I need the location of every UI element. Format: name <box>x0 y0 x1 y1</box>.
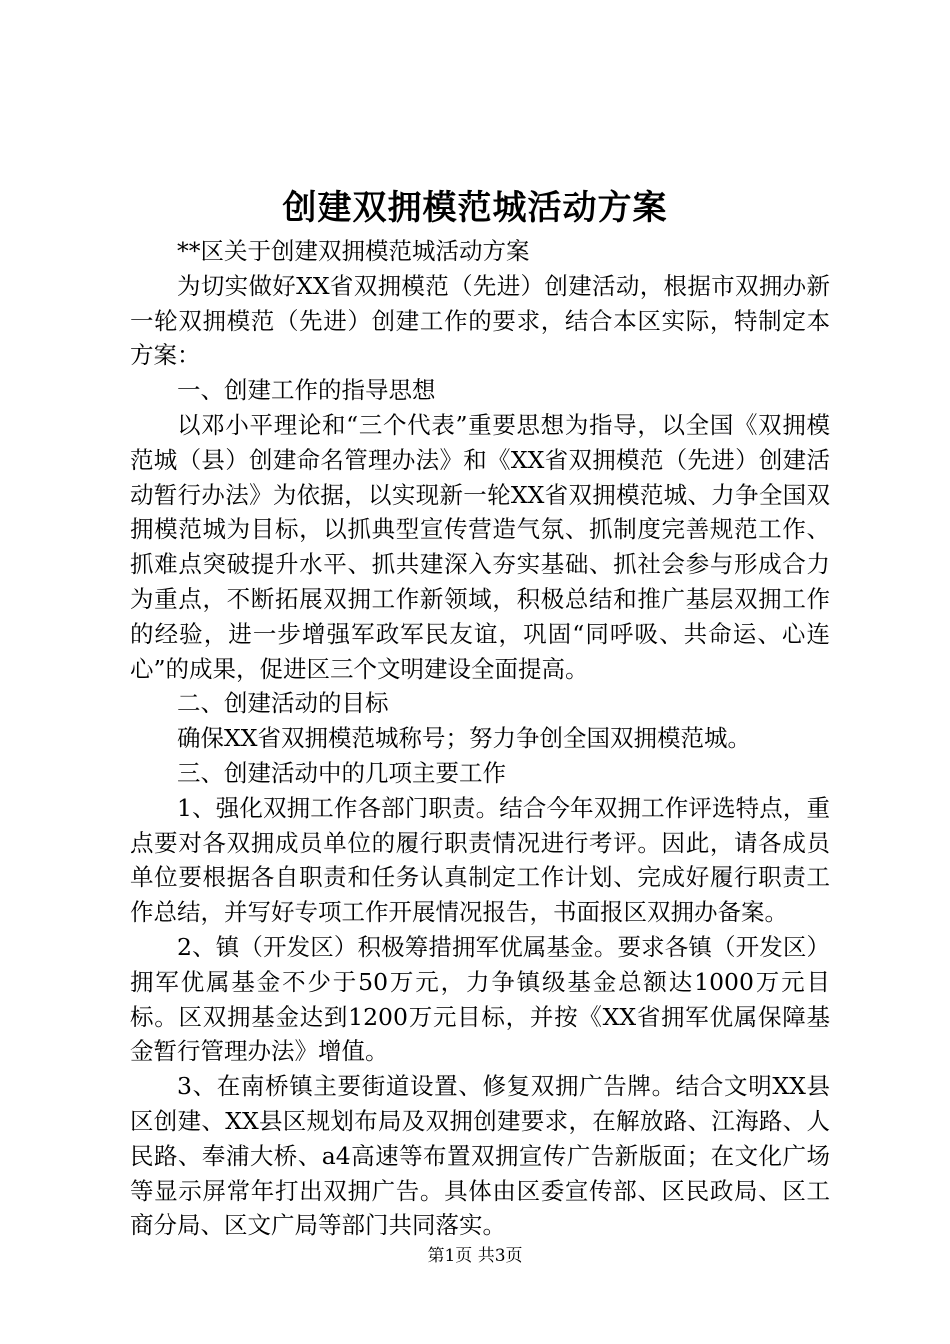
paragraph-heading-line: **区关于创建双拥模范城活动方案 <box>177 237 530 265</box>
page-footer: 第1页 共3页 <box>427 1246 523 1266</box>
section-heading-2: 二、创建活动的目标 <box>177 689 389 718</box>
paragraph-task-3: 3、在南桥镇主要街道设置、修复双拥广告牌。结合文明XX县区创建、XX县区规划布局及双拥创建要求，在解放路、江海路、人民路、奉浦大桥、a4高速等布置双拥宣传广告新版面；在文化广场等显示屏常年打出双拥广告。具体由区委宣传部、区民政局、区工商分局、区文广局等部门共同落实。 <box>130 1072 830 1240</box>
document-body <box>130 234 830 1243</box>
paragraph-task-1: 1、强化双拥工作各部门职责。结合今年双拥工作评选特点，重点要对各双拥成员单位的履行职责情况进行考评。因此，请各成员单位要根据各自职责和任务认真制定工作计划、完成好履行职责工作总结，并写好专项工作开展情况报告，书面报区双拥办备案。 <box>130 793 830 927</box>
paragraph-intro: 为切实做好XX省双拥模范（先进）创建活动，根据市双拥办新一轮双拥模范（先进）创建工作的要求，结合本区实际，特制定本方案： <box>130 271 830 370</box>
document-title: 创建双拥模范城活动方案 <box>282 188 668 228</box>
section-heading-3: 三、创建活动中的几项主要工作 <box>177 758 506 787</box>
section-heading-1: 一、创建工作的指导思想 <box>177 376 436 405</box>
paragraph-task-2: 2、镇（开发区）积极筹措拥军优属基金。要求各镇（开发区）拥军优属基金不少于50万元，力争镇级基金总额达1000万元目标。区双拥基金达到1200万元目标，并按《XX省拥军优属保障基金暂行管理办法》增值。 <box>130 932 830 1066</box>
paragraph-goal: 确保XX省双拥模范城称号；努力争创全国双拥模范城。 <box>177 724 751 753</box>
paragraph-guiding-thought: 以邓小平理论和“三个代表”重要思想为指导，以全国《双拥模范城（县）创建命名管理办法》和《XX省双拥模范（先进）创建活动暂行办法》为依据，以实现新一轮XX省双拥模范城、力争全国双拥模范城为目标，以抓典型宣传营造气氛、抓制度完善规范工作、抓难点突破提升水平、抓共建深入夯实基础、抓社会参与形成合力为重点，不断拓展双拥工作新领域，积极总结和推广基层双拥工作的经验，进一步增强军政军民友谊，巩固“同呼吸、共命运、心连心”的成果，促进区三个文明建设全面提高。 <box>130 410 830 683</box>
